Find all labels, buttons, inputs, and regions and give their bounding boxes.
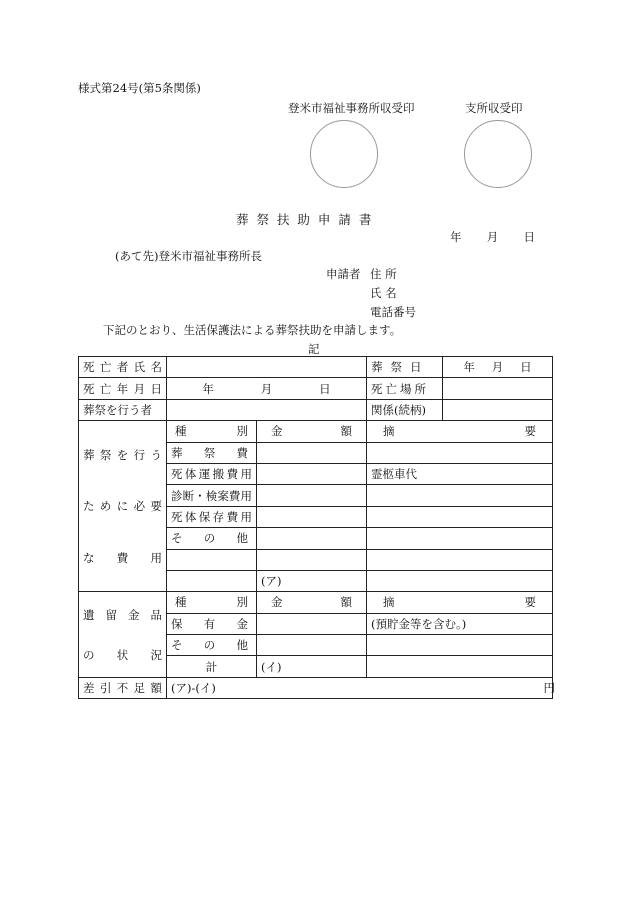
expense-type-text: そ の 他 [171, 531, 248, 546]
estate-type [167, 613, 257, 634]
relation-text: 関係(続柄) [371, 402, 426, 417]
funeral-day-text: 葬祭日 [371, 360, 430, 375]
performer-text: 葬祭を行う者 [83, 402, 152, 417]
form-number: 様式第24号(第5条関係) [78, 81, 201, 95]
date-year: 年 [450, 230, 462, 244]
table-row [79, 592, 553, 613]
expense-type-text: 診 断 ・ 検 案 費 用 [171, 488, 252, 503]
funeral-month: 月 [491, 360, 504, 375]
estate-total-note[interactable] [367, 656, 553, 677]
relation-label [367, 399, 443, 420]
expense-note-field[interactable] [367, 442, 553, 463]
deceased-name-field[interactable] [167, 357, 367, 378]
death-place-label [367, 378, 443, 399]
stamp-main-circle [310, 120, 378, 188]
estate-caption-line: の 状 況 [83, 647, 162, 662]
expenses-col-amount-text: 金 額 [271, 424, 352, 439]
expenses-col-note-text: 摘 要 [383, 424, 536, 439]
expenses-caption-line: な 費 用 [83, 550, 162, 565]
shortfall-label-text: 差 引 不 足 額 [83, 681, 162, 696]
table-row [79, 399, 553, 420]
performer-label [79, 399, 167, 420]
applicant-address-label: 住 所 [370, 267, 397, 281]
addressee: (あて先)登米市福祉事務所長 [115, 249, 262, 263]
expense-note-field[interactable] [367, 528, 553, 549]
estate-amount-field[interactable] [257, 613, 367, 634]
estate-col-note [367, 592, 553, 613]
expenses-caption-line: 葬 祭 を 行 う [83, 447, 162, 462]
applicant-name-label: 氏 名 [370, 286, 397, 300]
estate-total-marker: (イ) [261, 659, 282, 674]
shortfall-label [79, 677, 167, 698]
expense-type-blank[interactable] [167, 549, 257, 570]
expense-amount-field[interactable] [257, 442, 367, 463]
date-line [450, 229, 535, 245]
expense-note-field[interactable] [367, 485, 553, 506]
expense-type [167, 463, 257, 484]
funeral-day-label [367, 357, 443, 378]
expenses-caption-line: た め に 必 要 [83, 499, 162, 514]
expense-total-note[interactable] [367, 570, 553, 591]
expense-note-field[interactable] [367, 549, 553, 570]
death-year: 年 [202, 381, 214, 396]
expense-total-type [167, 570, 257, 591]
estate-type [167, 635, 257, 656]
estate-col-amount-text: 金 額 [271, 595, 352, 610]
death-day: 日 [319, 381, 331, 396]
expense-type-text: 葬 祭 費 [171, 445, 248, 460]
estate-col-note-text: 摘 要 [383, 595, 536, 610]
estate-col-type [167, 592, 257, 613]
table-row [79, 677, 553, 698]
estate-total-amount[interactable] [257, 656, 367, 677]
date-month: 月 [486, 230, 499, 244]
application-table [78, 356, 553, 699]
expense-type [167, 528, 257, 549]
stamp-branch-circle [464, 120, 532, 188]
estate-col-type-text: 種 別 [175, 595, 248, 610]
estate-total-label-text: 計 [205, 659, 218, 674]
stamp-branch-label: 支所収受印 [465, 101, 523, 115]
stamp-main-label: 登米市福祉事務所収受印 [288, 101, 415, 115]
estate-note-field[interactable] [367, 635, 553, 656]
expense-amount-field[interactable] [257, 549, 367, 570]
death-place-field[interactable] [443, 378, 553, 399]
expenses-col-note [367, 421, 553, 442]
estate-type-text: 保 有 金 [171, 616, 248, 631]
death-month: 月 [260, 381, 273, 396]
expense-type [167, 506, 257, 527]
applicant-phone-label: 電話番号 [370, 305, 416, 319]
funeral-year: 年 [463, 360, 475, 375]
expenses-col-type-text: 種 別 [175, 424, 248, 439]
expense-type-text: 死 体 保 存 費 用 [171, 509, 252, 524]
table-row [79, 357, 553, 378]
expenses-col-type [167, 421, 257, 442]
funeral-day-field[interactable] [443, 357, 553, 378]
relation-field[interactable] [443, 399, 553, 420]
death-date-text: 死 亡 年 月 日 [83, 381, 162, 396]
shortfall-unit: 円 [543, 681, 555, 696]
deceased-name-text: 死 亡 者 氏 名 [83, 360, 162, 375]
performer-field[interactable] [167, 399, 367, 420]
deceased-name-label [79, 357, 167, 378]
expenses-col-amount [257, 421, 367, 442]
estate-note-field[interactable]: (預貯金等を含む。) [367, 613, 553, 634]
page-title: 葬 祭 扶 助 申 請 書 [236, 212, 374, 227]
expense-note-field[interactable]: 霊柩車代 [367, 463, 553, 484]
funeral-day: 日 [520, 360, 532, 375]
shortfall-field[interactable] [167, 677, 553, 698]
expense-amount-field[interactable] [257, 528, 367, 549]
expense-total-amount[interactable] [257, 570, 367, 591]
expense-note-field[interactable] [367, 506, 553, 527]
estate-total-label [167, 656, 257, 677]
death-date-field[interactable] [167, 378, 367, 399]
estate-caption [79, 592, 167, 678]
estate-type-text: そ の 他 [171, 638, 248, 653]
expense-total-marker: (ア) [261, 574, 282, 589]
estate-col-amount [257, 592, 367, 613]
ki-heading: 記 [308, 342, 320, 356]
expenses-caption [79, 421, 167, 592]
shortfall-formula: (ア)-(イ) [171, 681, 216, 696]
expense-amount-field[interactable] [257, 506, 367, 527]
expense-amount-field[interactable] [257, 463, 367, 484]
statement: 下記のとおり、生活保護法による葬祭扶助を申請します。 [103, 323, 402, 337]
expense-amount-field[interactable] [257, 485, 367, 506]
estate-amount-field[interactable] [257, 635, 367, 656]
expense-type-text: 死 体 運 搬 費 用 [171, 467, 252, 482]
applicant-label: 申請者 [326, 267, 361, 281]
estate-caption-line: 遺 留 金 品 [83, 607, 162, 622]
table-row [79, 378, 553, 399]
date-day: 日 [523, 230, 535, 244]
death-place-text: 死亡場所 [371, 381, 429, 396]
death-date-label [79, 378, 167, 399]
expense-type [167, 442, 257, 463]
expense-type [167, 485, 257, 506]
table-row [79, 421, 553, 442]
